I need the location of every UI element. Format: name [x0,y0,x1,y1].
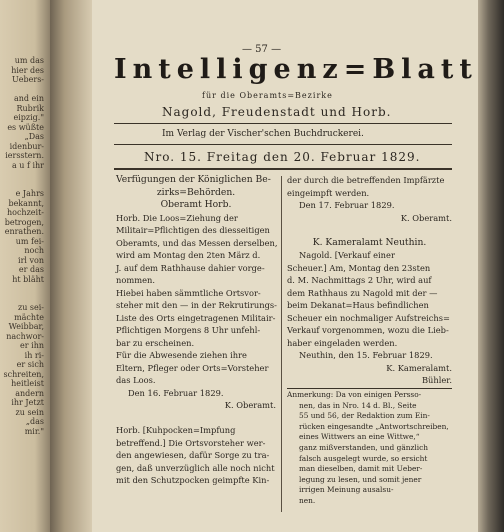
text-line: betreffend.] Die Ortsvorsteher wer- [116,437,266,448]
text-line: Hiebei haben sämmtliche Ortsvor- [116,287,261,298]
footnote-line: irrigen Meinung ausalsu- [299,485,394,495]
text-line: K. Kameralamt Neuthin. [312,236,427,248]
facing-page-fragment: er ihn [20,341,44,350]
book-gutter [50,0,92,532]
text-line: wird am Montag den 2ten März d. [116,250,261,260]
facing-page-fragment: hier des [11,65,44,75]
text-line: eingeimpft werden. [287,187,370,198]
text-line: d. M. Nachmittags 2 Uhr, wird auf [287,275,432,285]
text-line: Pflichtigen Morgens 8 Uhr unfehl- [116,325,261,335]
facing-page-fragment: hochzeit- [6,208,44,217]
facing-page-fragment: e Jahrs [15,189,44,198]
text-line: zirks=Behörden. [156,186,236,198]
footnote-line: falsch ausgelegt wurde, so ersicht [299,453,428,463]
text-line: Neuthin, den 15. Februar 1829. [299,350,433,360]
text-line: Liste des Orts eingetragenen Militair- [116,312,276,323]
footnote-line: eines Wittwers an eine Wittwe,“ [299,432,420,442]
footnote-line: nen. [299,495,316,505]
page-number: — 57 — [242,44,282,55]
text-line: Verfügungen der Königlichen Be- [116,174,271,185]
masthead-region: Nagold, Freudenstadt und Horb. [162,105,392,119]
facing-page-fragment: „Das [24,132,44,141]
text-line: Den 16. Februar 1829. [128,387,224,398]
text-line: steher mit den — in der Rekrutirungs- [116,300,277,310]
text-line: haber eingeladen werden. [287,337,398,348]
text-line: gen, daß unverzüglich alle noch nicht [116,462,275,473]
text-line [287,224,452,237]
facing-page-fragment: and ein [13,94,44,103]
facing-page-fragment: Weibbar, [8,322,44,331]
facing-page-fragment: es wüßte [7,122,44,132]
facing-page-edge [0,0,50,532]
text-line: Oberamt Horb. [160,199,232,210]
left-column [116,174,276,487]
text-line: Militair=Pflichtigen des diesseitigen [116,225,270,235]
text-line: Für die Abwesende ziehen ihre [116,350,247,360]
text-line: J. auf dem Rathhause dahier vorge- [116,262,265,273]
facing-page-fragment: andern [15,388,44,398]
text-line: nommen. [116,275,155,285]
facing-page-fragment: bekannt, [8,198,44,208]
facing-page-fragment: schreiten, [3,369,44,379]
text-line: K. Oberamt. [224,400,276,410]
publisher-line: Im Verlag der Vischer'schen Buchdruckerei. [162,129,364,139]
facing-page-fragment: ht bläht [12,274,44,284]
text-line: Scheuer.] Am, Montag den 23sten [287,262,431,273]
newspaper-page [92,0,478,532]
text-line: bar zu erscheinen. [116,337,195,348]
text-line: K. Oberamt. [400,212,452,223]
text-line: dem Rathhaus zu Nagold mit der — [287,287,438,298]
facing-page-fragment: mächte [14,312,44,322]
masthead-title: Intelligenz=Blatt [114,54,478,85]
facing-page-fragment: betrogen, [4,217,44,227]
rule-bottom [114,168,452,170]
facing-page-fragment: um das [14,56,44,65]
text-line: das Loos. [116,375,156,385]
facing-page-fragment: er sich [16,360,44,369]
masthead-subtitle: für die Oberamts=Bezirke [202,91,333,100]
text-line: Oberamts, und das Messen derselben, [116,237,278,248]
footnote-line: rücken eingesandte „Antwortschreiben, [299,421,449,431]
facing-page-fragment: iersstern. [5,151,44,160]
issue-line: Nro. 15. Freitag den 20. Februar 1829. [144,150,421,164]
facing-page-fragment: eipzig." [13,113,44,122]
footnote-rule [287,388,452,389]
footnote-line: man dieselben, damit mit Ueber- [299,464,423,474]
text-line: Verkauf vorgenommen, wozu die Lieb- [287,325,449,335]
facing-page-fragment: a u f ihr [11,160,44,170]
facing-page-fragment: zu sei- [17,303,44,312]
page-edge-shadow [478,0,504,532]
text-line: Horb. Die Loos=Ziehung der [116,212,238,223]
facing-page-fragment: noch [24,246,44,255]
right-column [287,174,452,387]
text-line [116,412,276,425]
text-line: den angewiesen, dafür Sorge zu tra- [116,450,270,460]
facing-page-fragment: heitleist [11,379,44,388]
column-divider [281,176,282,512]
facing-page-fragment: nachwor- [6,331,44,341]
footnote-line: ganz mißverstanden, und gänzlich [299,442,429,452]
text-line: der durch die betreffenden Impfärzte [287,175,445,185]
footnote-line: Anmerkung: Da von einigen Persso- [287,390,422,399]
facing-page-fragment: „das [25,417,44,426]
footnote [287,390,452,507]
facing-page-fragment: idenbur- [9,141,44,151]
text-line: Eltern, Pfleger oder Orts=Vorsteher [116,362,269,373]
text-line: K. Kameralamt. [386,362,452,373]
text-line: Scheuer ein nochmaliger Aufstreichs= [287,312,450,323]
footnote-line: nen, das in Nro. 14 d. Bl., Seite [299,400,417,410]
rule-mid [114,144,452,145]
text-line: mit den Schutzpocken geimpfte Kin- [116,475,270,485]
text-line: Den 17. Februar 1829. [299,200,395,210]
footnote-line: legung zu lesen, und somit jener [299,474,422,484]
facing-page-fragment: er das [18,265,44,274]
facing-page-fragment: Uebers- [12,75,44,84]
text-line: Bühler. [421,375,452,385]
facing-page-fragment: irl von [18,255,44,265]
facing-page-fragment: mir." [24,426,44,436]
footnote-line: 55 und 56, der Redaktion zum Ein- [299,411,430,421]
rule-top [114,123,452,124]
text-line: beim Dekanat=Haus befindlichen [287,300,429,310]
facing-page-fragment: Rubrik [16,103,44,113]
text-line: Nagold. [Verkauf einer [299,250,395,260]
facing-page-fragment: ih ri- [24,350,44,360]
facing-page-fragment: um fei- [15,236,44,246]
facing-page-fragment: zu sein [15,407,44,417]
facing-page-fragment: ihr Jetzt [11,398,44,407]
text-line: Horb. [Kuhpocken=Impfung [116,425,236,435]
facing-page-fragment: enrathen. [4,227,44,236]
